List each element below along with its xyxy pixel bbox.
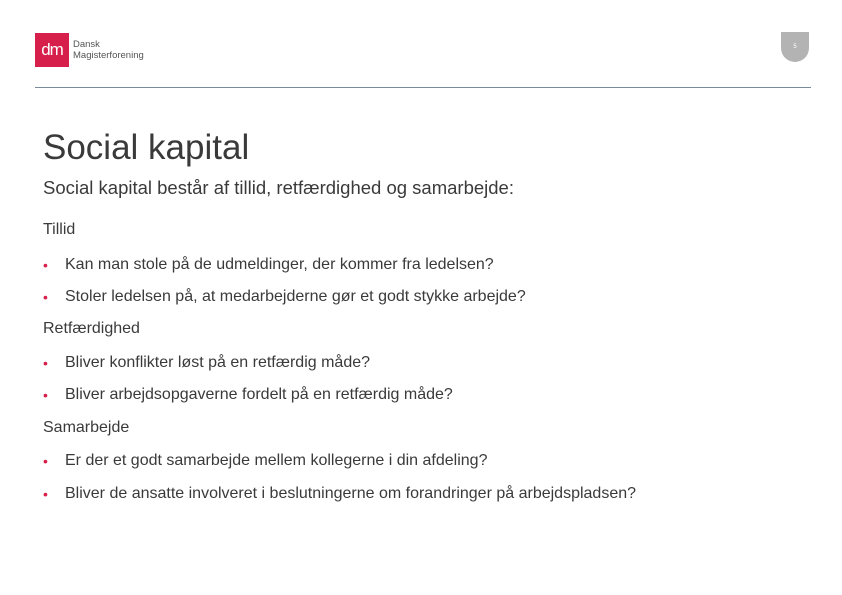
bullet-icon: •	[43, 289, 48, 305]
logo	[35, 33, 144, 67]
bullet-icon: •	[43, 387, 48, 403]
bullet-text: Kan man stole på de udmeldinger, der kommer fra ledelsen?	[65, 256, 494, 273]
logo-line-1: Dansk	[73, 39, 100, 50]
bullet-item	[43, 452, 487, 470]
bullet-text: Bliver arbejdsopgaverne fordelt på en retfærdig måde?	[65, 386, 453, 403]
page-number-badge: 5	[781, 32, 809, 62]
logo-line-2: Magisterforening	[73, 50, 144, 61]
logo-text	[73, 39, 144, 61]
bullet-text: Bliver konflikter løst på en retfærdig måde?	[65, 354, 371, 371]
bullet-icon: •	[43, 453, 48, 469]
bullet-item	[43, 386, 453, 404]
slide-subtitle: Social kapital består af tillid, retfærdighed og samarbejde:	[43, 177, 514, 198]
bullet-item	[43, 354, 370, 372]
section-heading-retfaerdighed: Retfærdighed	[43, 320, 140, 337]
bullet-icon: •	[43, 257, 48, 273]
section-heading-tillid: Tillid	[43, 221, 76, 238]
bullet-text: Er der et godt samarbejde mellem kollegerne i din afdeling?	[65, 452, 488, 469]
bullet-item	[43, 256, 494, 274]
logo-mark: dm	[35, 33, 69, 67]
bullet-item	[43, 288, 526, 306]
section-heading-samarbejde: Samarbejde	[43, 419, 130, 436]
bullet-icon: •	[43, 355, 48, 371]
bullet-text: Bliver de ansatte involveret i beslutningerne om forandringer på arbejdspladsen?	[65, 485, 637, 502]
bullet-icon: •	[43, 486, 48, 502]
header-divider	[35, 87, 811, 88]
bullet-item	[43, 485, 636, 503]
bullet-text: Stoler ledelsen på, at medarbejderne gør et godt stykke arbejde?	[65, 288, 526, 305]
slide-title: Social kapital	[43, 128, 250, 167]
